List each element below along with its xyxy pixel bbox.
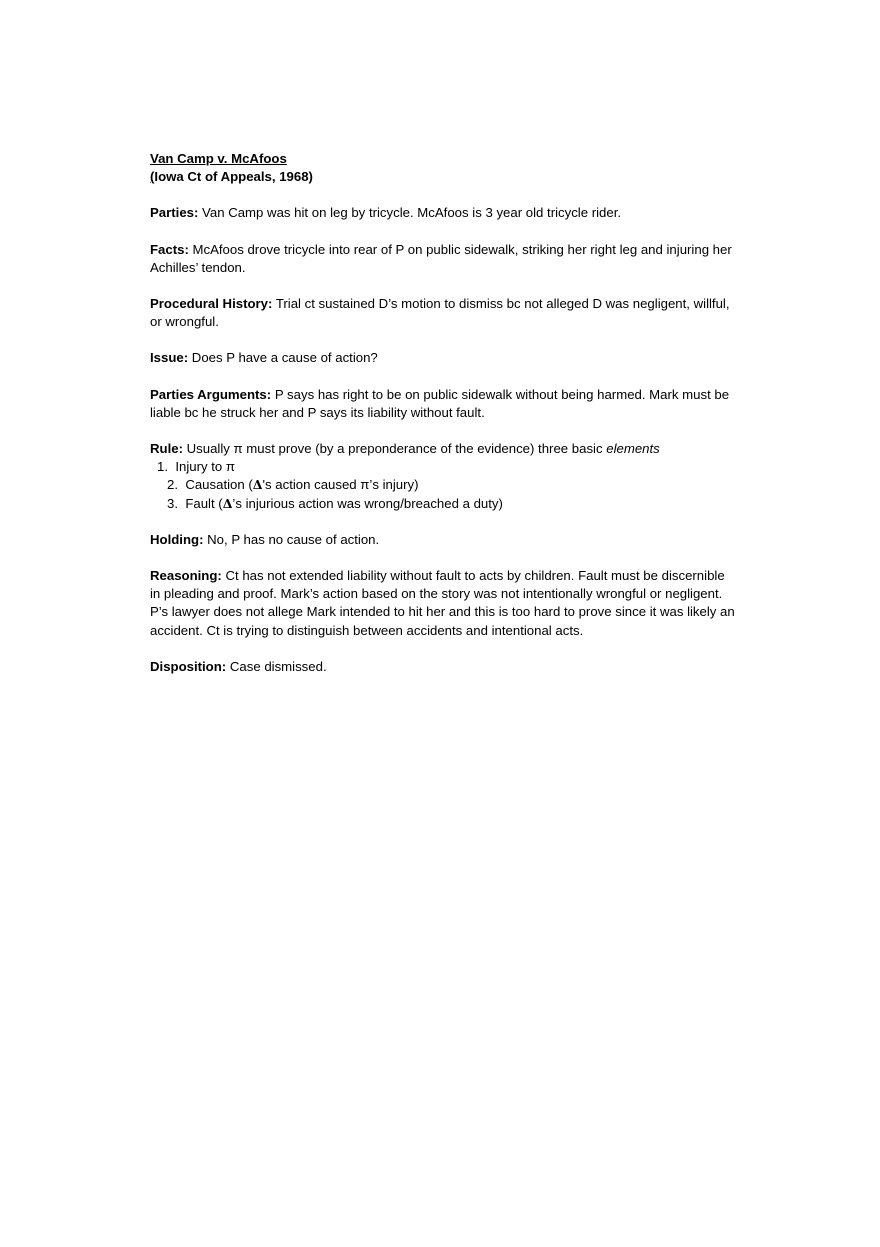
- parties-arguments-text: P says has right to be on public sidewalk without being harmed. Mark must be liable bc he struck her and P says its liability without fault.: [150, 386, 730, 420]
- disposition-text: Case dismissed.: [226, 658, 327, 674]
- list-item-text-pre: Fault (: [185, 495, 223, 511]
- issue-label: Issue:: [150, 350, 189, 366]
- court-text: Iowa Ct of Appeals, 1968): [154, 169, 313, 185]
- holding-section: [150, 531, 735, 549]
- list-item-text-post: 's action caused π’s injury): [262, 477, 419, 493]
- facts-text: McAfoos drove tricycle into rear of P on public sidewalk, striking her right leg and injuring her Achilles’ tendon.: [150, 241, 732, 275]
- list-item-text: Injury to π: [175, 459, 236, 475]
- rule-elements-list: [150, 458, 735, 513]
- parties-section: [150, 204, 735, 222]
- list-item-number: 2.: [167, 477, 178, 493]
- reasoning-label: Reasoning:: [150, 568, 222, 584]
- list-item: [150, 495, 735, 513]
- rule-section: [150, 440, 735, 513]
- rule-text: Usually π must prove (by a preponderance of the evidence) three basic: [182, 441, 607, 457]
- list-item-text-post: ’s injurious action was wrong/breached a duty): [232, 495, 503, 511]
- holding-label: Holding:: [150, 531, 204, 547]
- delta-symbol: Δ: [252, 477, 263, 493]
- disposition-label: Disposition:: [150, 658, 227, 674]
- parties-text: Van Camp was hit on leg by tricycle. McAfoos is 3 year old tricycle rider.: [198, 205, 622, 221]
- reasoning-section: [150, 567, 735, 640]
- document-body: [150, 150, 735, 694]
- parties-arguments-label: Parties Arguments:: [150, 386, 272, 402]
- disposition-section: [150, 658, 735, 676]
- facts-label: Facts:: [150, 241, 189, 257]
- list-item-number: 1.: [157, 459, 168, 475]
- delta-symbol: Δ: [222, 495, 233, 511]
- procedural-history-text: Trial ct sustained D’s motion to dismiss bc not alleged D was negligent, willful, or wrongful.: [150, 296, 730, 330]
- parties-arguments-section: [150, 386, 735, 422]
- facts-section: [150, 241, 735, 277]
- list-item: [150, 476, 735, 494]
- issue-text: Does P have a cause of action?: [188, 350, 378, 366]
- procedural-history-label: Procedural History:: [150, 296, 273, 312]
- list-item-text-pre: Causation (: [185, 477, 253, 493]
- reasoning-text: Ct has not extended liability without fault to acts by children. Fault must be discernible in pleading and proof. Mark’s action based on the story was not intentionally wrongful or negligent. P’s lawyer does not allege Mark intended to hit her and this is too hard to prove since it was likely an accident. Ct is trying to distinguish between accidents and intentional acts.: [150, 568, 735, 638]
- holding-text: No, P has no cause of action.: [203, 531, 380, 547]
- case-heading: [150, 150, 735, 186]
- issue-section: [150, 349, 735, 367]
- list-item: [150, 458, 735, 476]
- case-title: Van Camp v. McAfoos: [150, 151, 287, 166]
- case-court: [150, 168, 735, 186]
- parties-label: Parties:: [150, 205, 199, 221]
- rule-label: Rule:: [150, 441, 183, 457]
- list-item-number: 3.: [167, 495, 178, 511]
- rule-text-italic: elements: [606, 441, 660, 457]
- procedural-history-section: [150, 295, 735, 331]
- rule-paragraph: [150, 440, 735, 458]
- court-open-paren: (: [150, 169, 155, 185]
